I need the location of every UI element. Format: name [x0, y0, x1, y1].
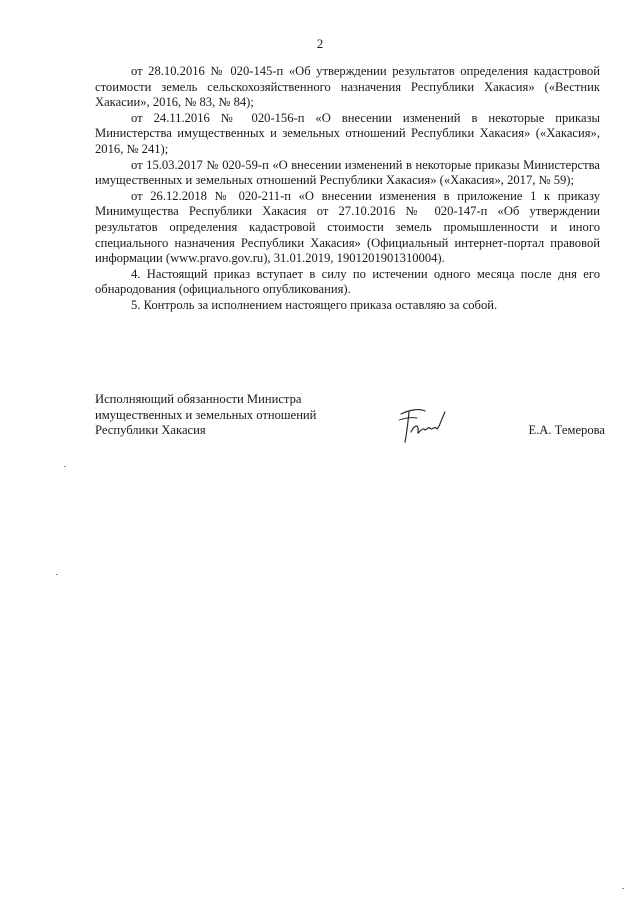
- scan-speck: [622, 888, 624, 889]
- scan-speck: [64, 466, 66, 467]
- paragraph-control: 5. Контроль за исполнением настоящего приказа оставляю за собой.: [131, 297, 498, 312]
- paragraph-effective-date: 4. Настоящий приказ вступает в силу по истечении одного месяца после дня его обнародования (официального опубликования).: [95, 266, 600, 297]
- paragraph-order-020-59: от 15.03.2017 № 020-59-п «О внесении изменений в некоторые приказы Министерства имущественных и земельных отношений Республики Хакасия» («Хакасия», 2017, № 59);: [95, 157, 600, 188]
- paragraph-order-020-145: от 28.10.2016 № 020-145-п «Об утверждении результатов определения кадастровой стоимости земель сельскохозяйственного назначения Республики Хакасия» («Вестник Хакасии», 2016, № 83, № 84);: [95, 64, 600, 110]
- signer-name: Е.А. Темерова: [528, 423, 605, 437]
- signer-title: [95, 392, 385, 439]
- scan-speck: [56, 574, 58, 575]
- handwritten-signature: [395, 402, 457, 446]
- paragraph-order-020-156: от 24.11.2016 № 020-156-п «О внесении изменений в некоторые приказы Министерства имущественных и земельных отношений Республики Хакасия» («Хакасия», 2016, № 241);: [95, 110, 600, 156]
- signature-block: [95, 392, 605, 452]
- paragraph-order-020-211: от 26.12.2018 № 020-211-п «О внесении изменения в приложение 1 к приказу Минимущества Республики Хакасия от 27.10.2016 № 020-147-п «Об утверждении результатов определения кадастровой стоимости земель промышленности и иного специального назначения Республики Хакасия» (Официальный интернет-портал правовой информации (www.pravo.gov.ru), 31.01.2019, 1901201901310004).: [95, 188, 600, 266]
- signer-title-line: Исполняющий обязанности Министра: [95, 392, 302, 406]
- signer-title-line: имущественных и земельных отношений: [95, 407, 317, 422]
- signer-title-line: Республики Хакасия: [95, 423, 206, 438]
- document-body: [95, 64, 600, 314]
- page-number: 2: [316, 36, 324, 51]
